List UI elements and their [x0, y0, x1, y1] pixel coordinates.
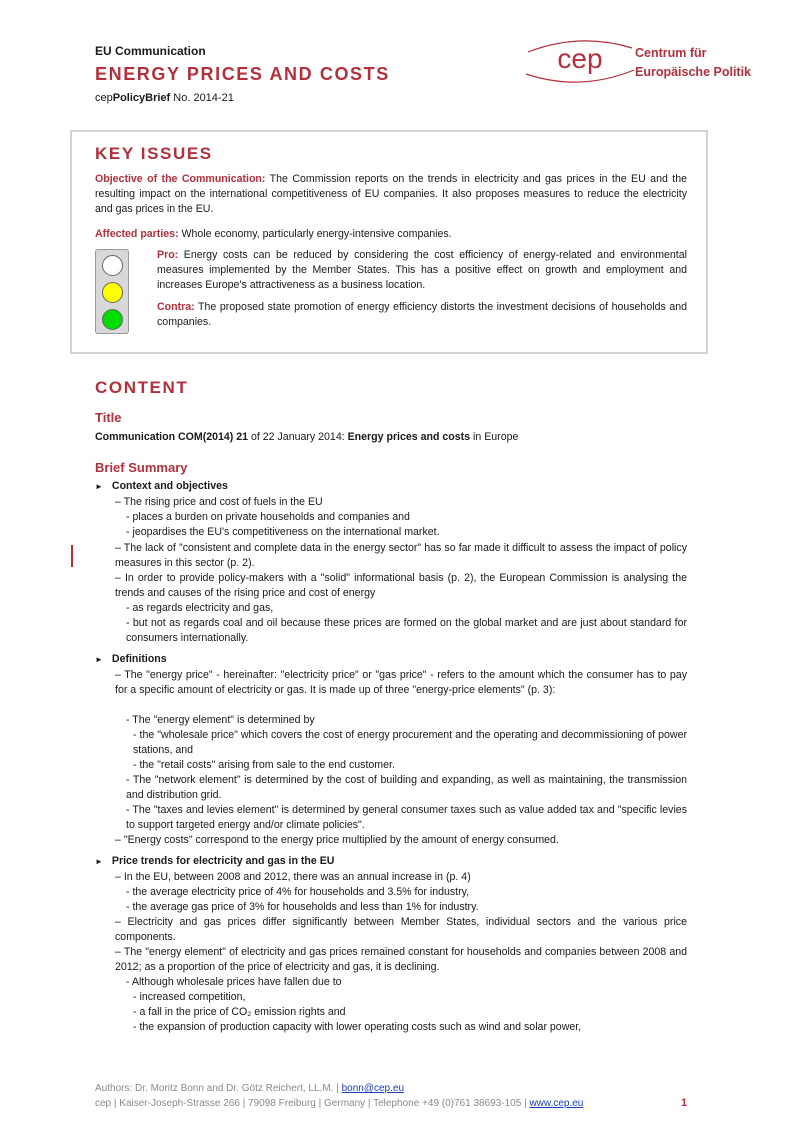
- list-item: – In the EU, between 2008 and 2012, there was an annual increase in (p. 4): [115, 871, 471, 883]
- cep-logo-icon: [520, 30, 640, 86]
- brief-summary-heading: Brief Summary: [95, 460, 188, 475]
- author-email-link[interactable]: bonn@cep.eu: [341, 1083, 405, 1094]
- list-item: - as regards electricity and gas,: [126, 602, 274, 614]
- list-item: – The "energy price" - hereinafter: "electricity price" or "gas price" - refers to the amount which the consumer has to pay for a specific amount of electricity or gas. It is made up of three "energy-price elements" (p. 3):: [115, 669, 687, 696]
- document-title: ENERGY PRICES AND COSTS: [95, 64, 390, 84]
- list-item: – "Energy costs" correspond to the energy price multiplied by the amount of energy consumed.: [115, 834, 559, 846]
- list-item: - the average gas price of 3% for households and less than 1% for industry.: [126, 901, 479, 913]
- document-category: EU Communication: [95, 44, 206, 58]
- section-heading: ► Price trends for electricity and gas in the EU: [95, 855, 335, 867]
- page-number: 1: [681, 1097, 688, 1109]
- list-item: - increased competition,: [133, 991, 246, 1003]
- list-item: - The "network element" is determined by the cost of building and expanding, as well as maintaining, the transmission and distribution grid.: [126, 774, 687, 801]
- list-item: – The rising price and cost of fuels in the EU: [115, 496, 323, 508]
- website-link[interactable]: www.cep.eu: [529, 1098, 584, 1109]
- content-title: CONTENT: [95, 378, 189, 397]
- contra-paragraph: Contra: The proposed state promotion of energy efficiency distorts the investment decisions of households and companies.: [157, 301, 687, 328]
- revision-marker: [71, 545, 73, 567]
- footer-address: cep | Kaiser-Joseph-Strasse 266 | 79098 Freiburg | Germany | Telephone +49 (0)761 38693-105 | www.cep.eu: [95, 1098, 584, 1109]
- list-item: – The lack of "consistent and complete data in the energy sector" has so far made it difficult to assess the impact of policy measures in this sector (p. 2).: [115, 542, 687, 569]
- list-item: - The "energy element" is determined by: [126, 714, 315, 726]
- logo-text: cep: [557, 43, 603, 74]
- traffic-light-green: [102, 309, 123, 330]
- list-item: - the "wholesale price" which covers the cost of energy procurement and the operating and decommissioning of power stations, and: [133, 729, 687, 756]
- traffic-light-white: [102, 255, 123, 276]
- objective-paragraph: Objective of the Communication: The Commission reports on the trends in electricity and gas prices in the EU and the resulting impact on the international competitiveness of EU companies. It also proposes measures to reduce the electricity and gas prices in the EU.: [95, 173, 688, 215]
- list-item: - jeopardises the EU's competitiveness on the international market.: [126, 526, 440, 538]
- section-heading: ► Context and objectives: [95, 480, 228, 492]
- traffic-light-icon: [95, 249, 129, 334]
- traffic-light-yellow: [102, 282, 123, 303]
- list-item: - a fall in the price of CO₂ emission rights and: [133, 1006, 346, 1018]
- organization-name: Centrum für Europäische Politik: [635, 46, 752, 79]
- list-item: – Electricity and gas prices differ significantly between Member States, individual sectors and the various price components.: [115, 916, 687, 943]
- footer-authors: Authors: Dr. Moritz Bonn and Dr. Götz Reichert, LL.M. | bonn@cep.eu: [95, 1083, 405, 1094]
- communication-reference: Communication COM(2014) 21 of 22 January 2014: Energy prices and costs in Europe: [95, 431, 519, 443]
- list-item: - but not as regards coal and oil because these prices are formed on the global market and are just about standard for consumers internationally.: [126, 617, 687, 644]
- pro-paragraph: Pro: Energy costs can be reduced by considering the cost efficiency of energy-related and environmental measures implemented by the Member States. This has a positive effect on growth and employment and increases Europe's attractiveness as a business location.: [157, 249, 687, 291]
- affected-parties-paragraph: Affected parties: Whole economy, particularly energy-intensive companies.: [95, 228, 452, 240]
- list-item: - The "taxes and levies element" is determined by general consumer taxes such as value added tax and "specific levies to support targeted energy and/or climate policies".: [126, 804, 687, 831]
- list-item: - places a burden on private households and companies and: [126, 511, 410, 523]
- list-item: – The "energy element" of electricity and gas prices remained constant for households and companies between 2008 and 2012; as a proportion of the price of electricity and gas, it is declining.: [115, 946, 687, 973]
- policybrief-number: cepPolicyBrief No. 2014-21: [95, 92, 234, 104]
- list-item: - the expansion of production capacity with lower operating costs such as wind and solar power,: [133, 1021, 582, 1033]
- title-heading: Title: [95, 410, 122, 425]
- list-item: – In order to provide policy-makers with a "solid" informational basis (p. 2), the European Commission is analysing the trends and causes of the rising price and cost of energy: [115, 572, 687, 599]
- list-item: - Although wholesale prices have fallen due to: [126, 976, 342, 988]
- list-item: - the average electricity price of 4% for households and 3.5% for industry,: [126, 886, 470, 898]
- section-heading: ► Definitions: [95, 653, 167, 665]
- list-item: - the "retail costs" arising from sale to the end customer.: [133, 759, 395, 771]
- key-issues-title: KEY ISSUES: [95, 144, 213, 163]
